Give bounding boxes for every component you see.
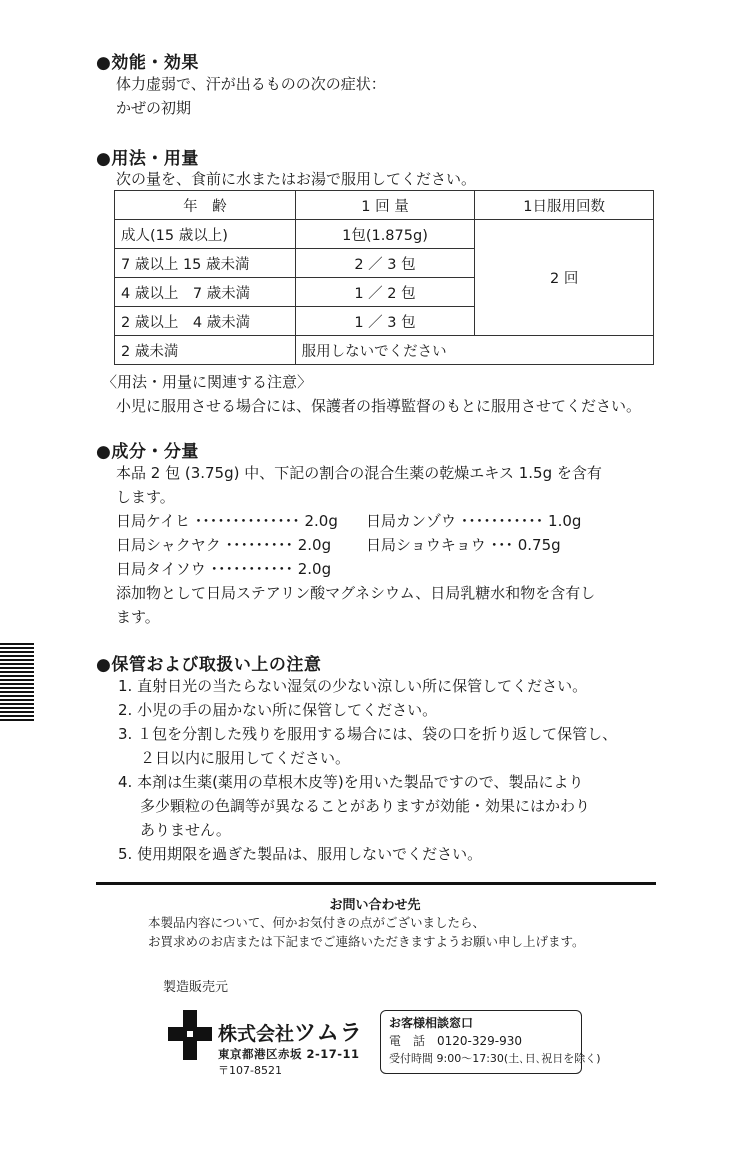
consult-title: お客様相談窓口 xyxy=(389,1016,474,1030)
amount-cell: 1 ／ 2 包 xyxy=(295,278,475,307)
tsumura-logo-icon xyxy=(168,1010,212,1060)
dosage-note-text: 小児に服用させる場合には、保護者の指導監督のもとに服用させてください。 xyxy=(116,397,642,415)
company-zip: 〒107-8521 xyxy=(218,1064,282,1077)
maker-label: 製造販売元 xyxy=(163,980,229,995)
ingredient-item: 日局タイソウ ･･･････････ 2.0g xyxy=(116,560,332,578)
storage-item-cont: ありません。 xyxy=(140,821,231,839)
header-amount: 1 回 量 xyxy=(295,191,475,220)
storage-item: 5. 使用期限を過ぎた製品は、服用しないでください。 xyxy=(118,845,483,863)
ingredients-line: します。 xyxy=(116,488,175,506)
storage-item: 4. 本剤は生薬(薬用の草根木皮等)を用いた製品ですので、製品により xyxy=(118,773,584,791)
amount-cell: 2 ／ 3 包 xyxy=(295,249,475,278)
storage-item: 3. １包を分割した残りを服用する場合には、袋の口を折り返して保管し、 xyxy=(118,725,618,743)
storage-item: 2. 小児の手の届かない所に保管してください。 xyxy=(118,701,438,719)
company-address: 東京都港区赤坂 2-17-11 xyxy=(218,1047,360,1061)
table-row xyxy=(115,220,654,249)
consult-phone: 電 話 0120-329-930 xyxy=(389,1034,523,1048)
storage-item: 1. 直射日光の当たらない湿気の少ない涼しい所に保管してください。 xyxy=(118,677,588,695)
ingredient-item: 日局ケイヒ ･･････････････ 2.0g xyxy=(116,512,338,530)
dosage-title: ●用法・用量 xyxy=(96,149,199,169)
storage-item-cont: ２日以内に服用してください。 xyxy=(140,749,351,767)
contact-title: お問い合わせ先 xyxy=(329,898,421,913)
storage-item-cont: 多少顆粒の色調等が異なることがありますが効能・効果にはかわり xyxy=(140,797,591,815)
ingredient-item: 日局カンゾウ ･･･････････ 1.0g xyxy=(366,512,582,530)
header-times: 1日服用回数 xyxy=(475,191,654,220)
dosage-intro: 次の量を、食前に水またはお湯で服用してください。 xyxy=(116,170,477,188)
dosage-note-heading: 〈用法・用量に関連する注意〉 xyxy=(102,373,313,391)
storage-title: ●保管および取扱い上の注意 xyxy=(96,655,322,675)
efficacy-line: かぜの初期 xyxy=(116,99,192,117)
additive-line: ます。 xyxy=(116,608,160,626)
side-barcode xyxy=(0,643,34,723)
contact-line: お買求めのお店または下記までご連絡いただきますようお願い申し上げます。 xyxy=(148,934,585,949)
amount-cell: 1 ／ 3 包 xyxy=(295,307,475,336)
times-cell: 2 回 xyxy=(475,220,654,336)
ingredients-line: 本品 2 包 (3.75g) 中、下記の割合の混合生薬の乾燥エキス 1.5g を含有 xyxy=(116,464,602,482)
ingredients-title: ●成分・分量 xyxy=(96,442,199,462)
divider-rule xyxy=(96,882,656,885)
company-name xyxy=(218,1016,363,1047)
efficacy-line: 体力虚弱で、汗が出るものの次の症状： xyxy=(116,75,386,93)
under2-note-cell: 服用しないでください xyxy=(295,336,653,365)
amount-cell: 1包(1.875g) xyxy=(295,220,475,249)
dosage-table xyxy=(114,190,654,365)
table-header-row xyxy=(115,191,654,220)
age-cell: 4 歳以上 7 歳未満 xyxy=(115,278,296,307)
age-cell: 2 歳未満 xyxy=(115,336,296,365)
efficacy-title: ●効能・効果 xyxy=(96,53,199,73)
age-cell: 成人(15 歳以上) xyxy=(115,220,296,249)
consult-box xyxy=(380,1010,601,1074)
company-brand: ツムラ xyxy=(294,1021,363,1046)
ingredient-item: 日局シャクヤク ･････････ 2.0g xyxy=(116,536,332,554)
company-prefix: 株式会社 xyxy=(218,1023,295,1045)
consult-hours: 受付時間 9:00〜17:30(土､日､祝日を除く) xyxy=(389,1052,601,1065)
age-cell: 7 歳以上 15 歳未満 xyxy=(115,249,296,278)
header-age: 年 齢 xyxy=(115,191,296,220)
additive-line: 添加物として日局ステアリン酸マグネシウム、日局乳糖水和物を含有し xyxy=(116,584,596,602)
contact-line: 本製品内容について、何かお気付きの点がございましたら、 xyxy=(148,915,486,930)
ingredient-item: 日局ショウキョウ ･･･ 0.75g xyxy=(366,536,561,554)
age-cell: 2 歳以上 4 歳未満 xyxy=(115,307,296,336)
table-row xyxy=(115,336,654,365)
